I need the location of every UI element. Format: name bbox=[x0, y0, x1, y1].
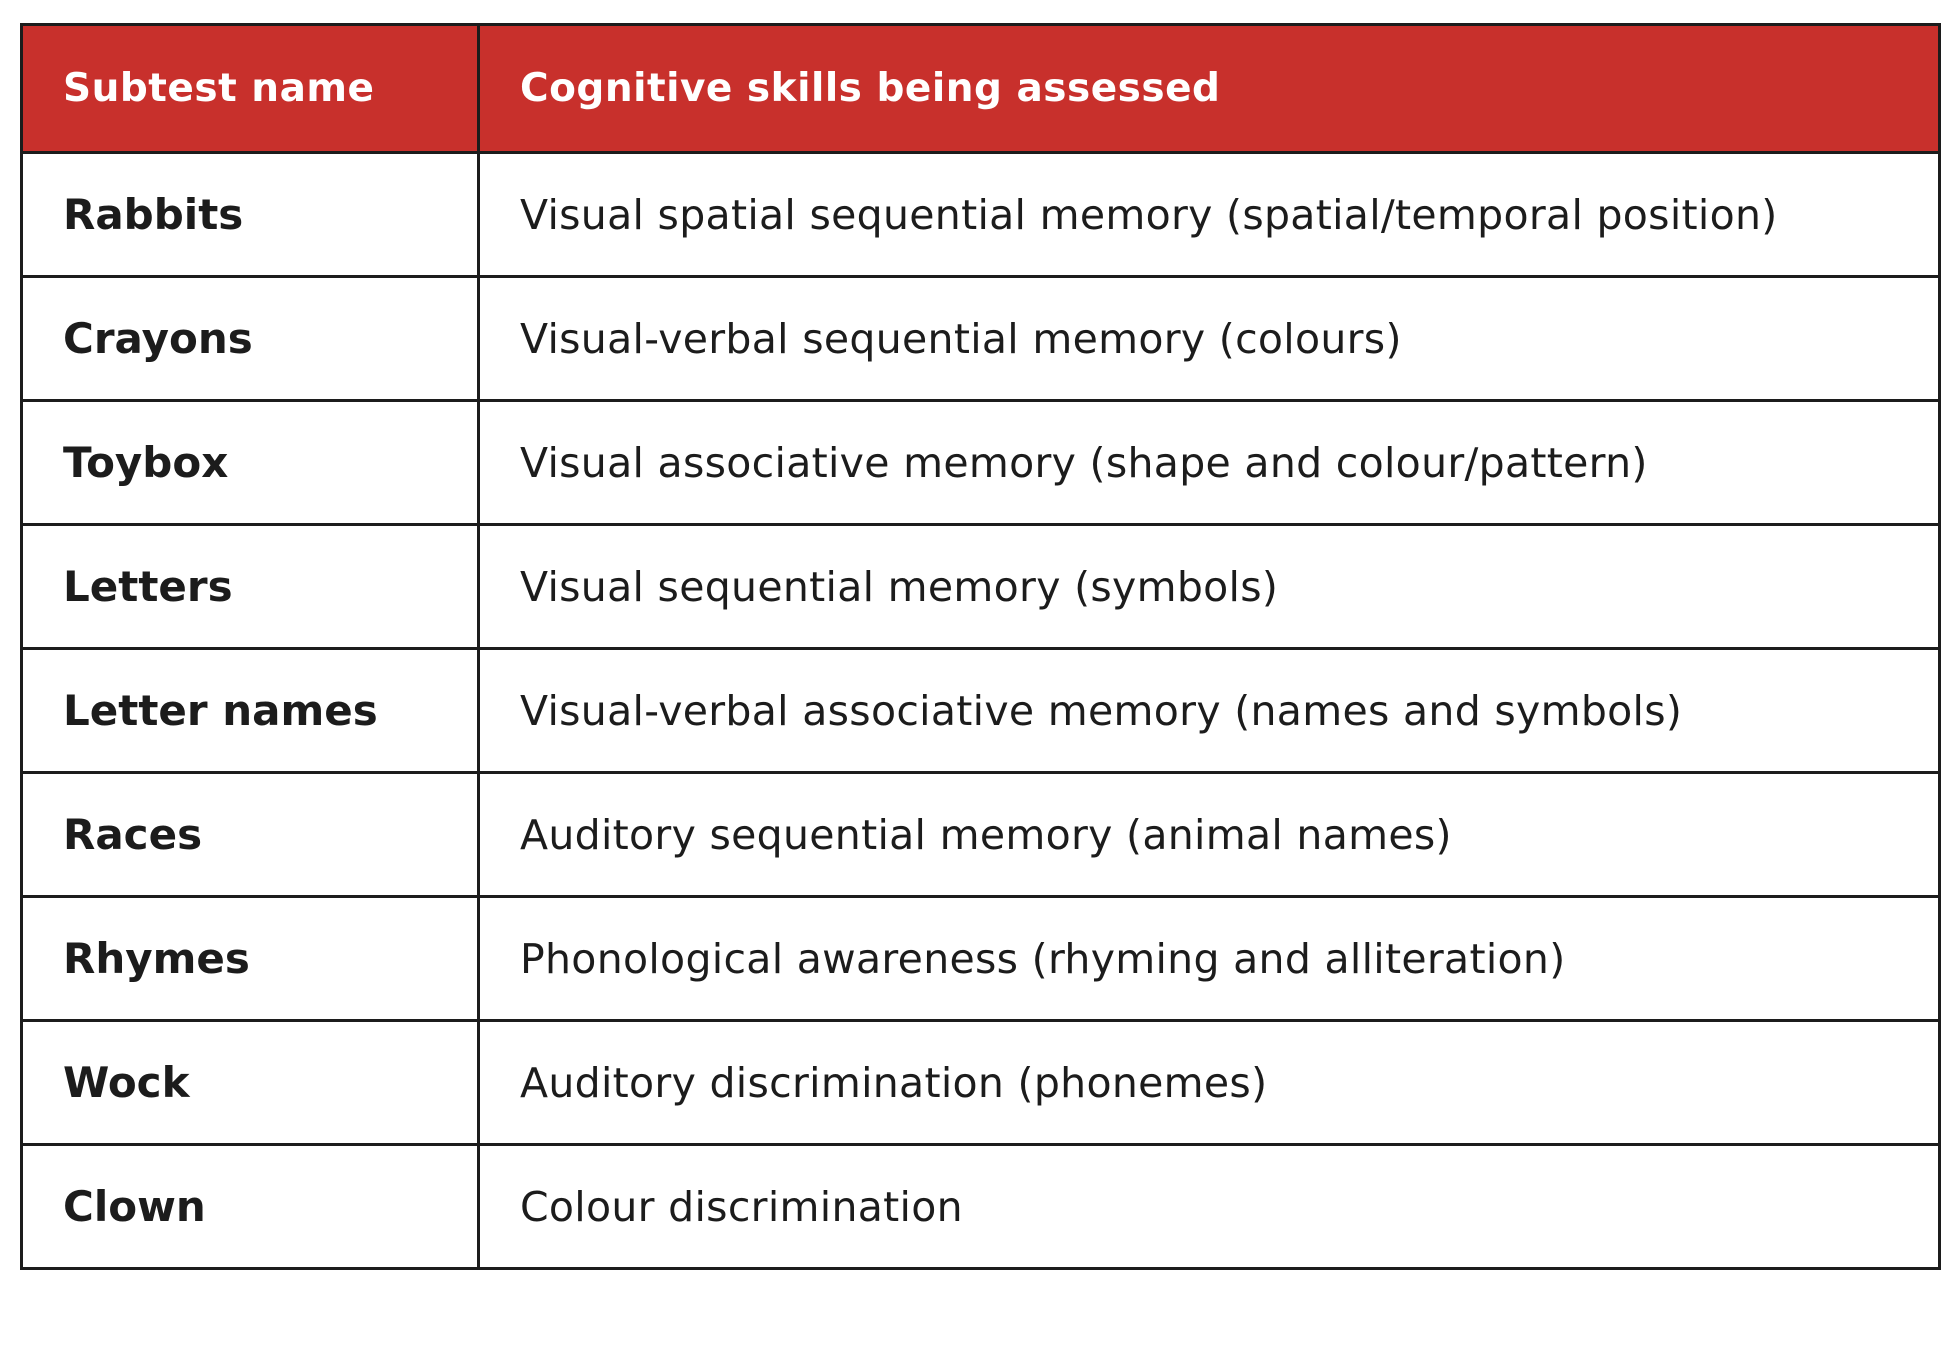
cognitive-skill-cell: Auditory discrimination (phonemes) bbox=[479, 1021, 1940, 1145]
cognitive-skill-cell: Colour discrimination bbox=[479, 1145, 1940, 1269]
cognitive-skill-cell: Visual-verbal sequential memory (colours) bbox=[479, 277, 1940, 401]
table-row bbox=[22, 773, 1940, 897]
header-subtest-name: Subtest name bbox=[22, 25, 479, 153]
subtest-name-cell: Letter names bbox=[22, 649, 479, 773]
subtest-name-cell: Races bbox=[22, 773, 479, 897]
subtest-name-cell: Clown bbox=[22, 1145, 479, 1269]
subtest-name-cell: Rabbits bbox=[22, 153, 479, 277]
table-row bbox=[22, 401, 1940, 525]
table-row bbox=[22, 897, 1940, 1021]
table-row bbox=[22, 1145, 1940, 1269]
header-cognitive-skills: Cognitive skills being assessed bbox=[479, 25, 1940, 153]
table-row bbox=[22, 525, 1940, 649]
cognitive-skill-cell: Auditory sequential memory (animal names) bbox=[479, 773, 1940, 897]
cognitive-skill-cell: Visual-verbal associative memory (names and symbols) bbox=[479, 649, 1940, 773]
table-row bbox=[22, 277, 1940, 401]
table-row bbox=[22, 1021, 1940, 1145]
subtest-name-cell: Rhymes bbox=[22, 897, 479, 1021]
subtest-name-cell: Letters bbox=[22, 525, 479, 649]
subtest-name-cell: Crayons bbox=[22, 277, 479, 401]
cognitive-skill-cell: Visual sequential memory (symbols) bbox=[479, 525, 1940, 649]
subtest-table-container bbox=[20, 23, 1938, 1270]
header-row bbox=[22, 25, 1940, 153]
cognitive-skill-cell: Visual spatial sequential memory (spatial/temporal position) bbox=[479, 153, 1940, 277]
cognitive-skill-cell: Phonological awareness (rhyming and alliteration) bbox=[479, 897, 1940, 1021]
subtest-name-cell: Toybox bbox=[22, 401, 479, 525]
table-header bbox=[22, 25, 1940, 153]
table-row bbox=[22, 649, 1940, 773]
cognitive-skill-cell: Visual associative memory (shape and colour/pattern) bbox=[479, 401, 1940, 525]
table-row bbox=[22, 153, 1940, 277]
table-body bbox=[22, 153, 1940, 1269]
subtest-table bbox=[20, 23, 1941, 1270]
subtest-name-cell: Wock bbox=[22, 1021, 479, 1145]
